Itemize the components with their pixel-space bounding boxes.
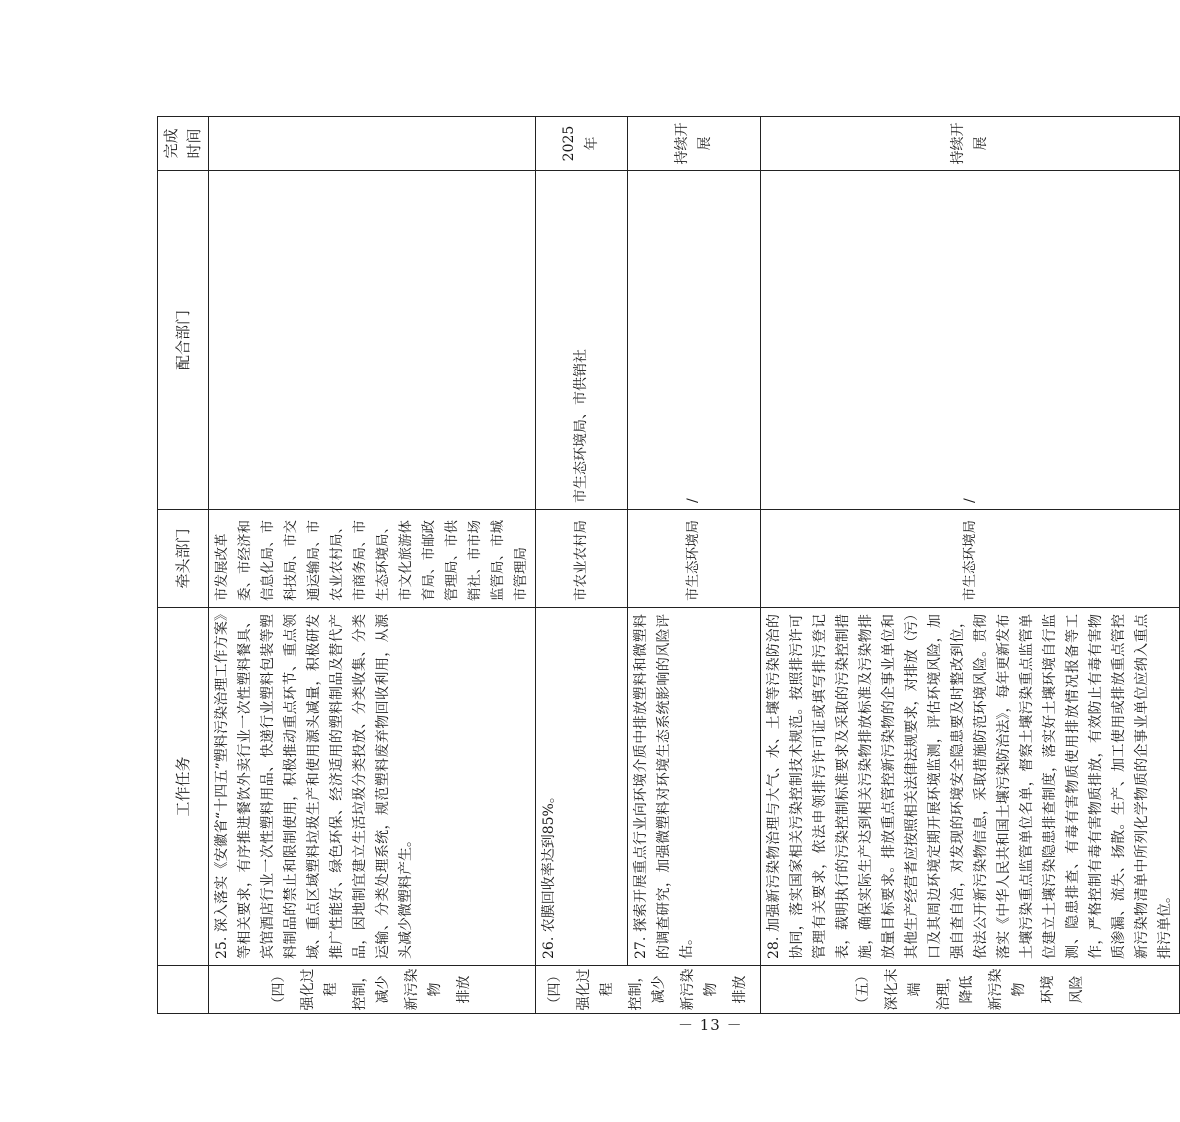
- category-line: 新污染物: [987, 968, 1027, 1011]
- table-row: [761, 117, 1180, 1014]
- header-coop: 配合部门: [158, 171, 209, 510]
- task-cell: 28. 加强新污染物治理与大气、水、土壤等污染防治的协同，落实国家相关污染控制技术规范。按照排污许可管理有关要求，依法申领排污许可证或填写排污登记表，载明执行的污染控制标准要求及采取的污染控制措施，确保实际生产达到相关污染物排放标准及污染物排放量目标要求。排放重点管控新污染物的企事业单位和其他生产经营者应按照相关法律法规要求，对排放（污）口及其周边环境定期开展环境监测，评估环境风险，加强自查自治，对发现的环境安全隐患要及时整改到位，依法公开新污染物信息，采取措施防范环境风险。贯彻落实《中华人民共和国土壤污染防治法》，每年更新发布土壤污染重点监管单位名单，督察土壤污染重点监管单位建立土壤污染隐患排查制度，落实好土壤环境自行监测、隐患排查、有毒有害物质使用排放情况报备等工作，严格控制有毒有害物质排放，有效防止有毒有害物质渗漏、流失、扬散。生产、加工使用或排放重点管控新污染物清单中所列化学物质的企事业单位应纳入重点排污单位。: [761, 608, 1180, 966]
- category-line: 新污染物: [680, 968, 719, 1011]
- header-time: 完成时间: [158, 117, 209, 171]
- coop-dept-cell: [209, 171, 536, 510]
- category-line: 治理，降低: [935, 968, 975, 1011]
- time-cell: 持续开展: [627, 117, 760, 171]
- header-lead: 牵头部门: [158, 510, 209, 608]
- category-line: 排放: [456, 975, 472, 1004]
- table-row: [209, 117, 536, 1014]
- coop-dept-cell: /: [761, 171, 1180, 510]
- category-line: 环境: [1039, 975, 1056, 1004]
- time-cell: 持续开展: [761, 117, 1180, 171]
- coop-dept-cell: /: [627, 171, 760, 510]
- task-cell: 26. 农膜回收率达到85%。: [536, 608, 628, 966]
- category-line: 新污染物: [404, 968, 443, 1011]
- header-category: [158, 966, 209, 1014]
- header-task: 工作任务: [158, 608, 209, 966]
- category-line: （四）: [271, 968, 287, 1011]
- category-line: （五）: [854, 968, 871, 1011]
- lead-dept-cell: 市生态环境局: [761, 510, 1180, 608]
- category-line: （四）: [547, 968, 563, 1011]
- task-table: [157, 116, 1180, 1014]
- category-line: 控制，减少: [628, 968, 667, 1011]
- category-cell-5: [761, 966, 1180, 1014]
- table-row: [627, 117, 760, 1014]
- coop-dept-cell: 市生态环境局、市供销社: [536, 171, 628, 510]
- task-cell: 25. 深入落实《安徽省“十四五”塑料污染治理工作方案》等相关要求，有序推进餐饮外卖行业一次性塑料餐具、宾馆酒店行业一次性塑料用品、快递行业塑料包装等塑料制品的禁止和限制使用，积极推动重点环节、重点领域、重点区域塑料垃圾生产和使用源头减量，积极研发推广性能好、绿色环保、经济适用的塑料制品及替代产品，因地制宜建立生活垃圾分类投放、分类收集、分类运输、分类处理系统，规范塑料废弃物回收利用，从源头减少微塑料产生。: [209, 608, 536, 966]
- category-line: 控制，减少: [352, 968, 391, 1011]
- time-cell: [209, 117, 536, 171]
- category-line: 深化末端: [883, 968, 923, 1011]
- rotated-table-container: [157, 117, 1173, 1014]
- category-line: 强化过程: [576, 968, 615, 1011]
- table-row: [536, 117, 628, 1014]
- page-number: － 13 －: [678, 1016, 743, 1034]
- lead-dept-cell: 市发展改革委、市经济和信息化局、市科技局、市交通运输局、市农业农村局、市商务局、市生态环境局、市文化旅游体育局、市邮政管理局、市供销社、市市场监管局、市城市管理局: [209, 510, 536, 608]
- category-cell-4: [209, 966, 536, 1014]
- category-line: 排放: [732, 975, 748, 1004]
- table-header-row: [158, 117, 209, 1014]
- lead-dept-cell: 市农业农村局: [536, 510, 628, 608]
- time-cell: 2025年: [536, 117, 628, 171]
- category-line: 风险: [1068, 975, 1085, 1004]
- lead-dept-cell: 市生态环境局: [627, 510, 760, 608]
- category-line: 强化过程: [300, 968, 339, 1011]
- task-cell: 27. 探索开展重点行业向环境介质中排放塑料和微塑料的调查研究，加强微塑料对环境生态系统影响的风险评估。: [627, 608, 760, 966]
- category-cell-4b: [536, 966, 761, 1014]
- table-rotation-frame: [157, 117, 1173, 1014]
